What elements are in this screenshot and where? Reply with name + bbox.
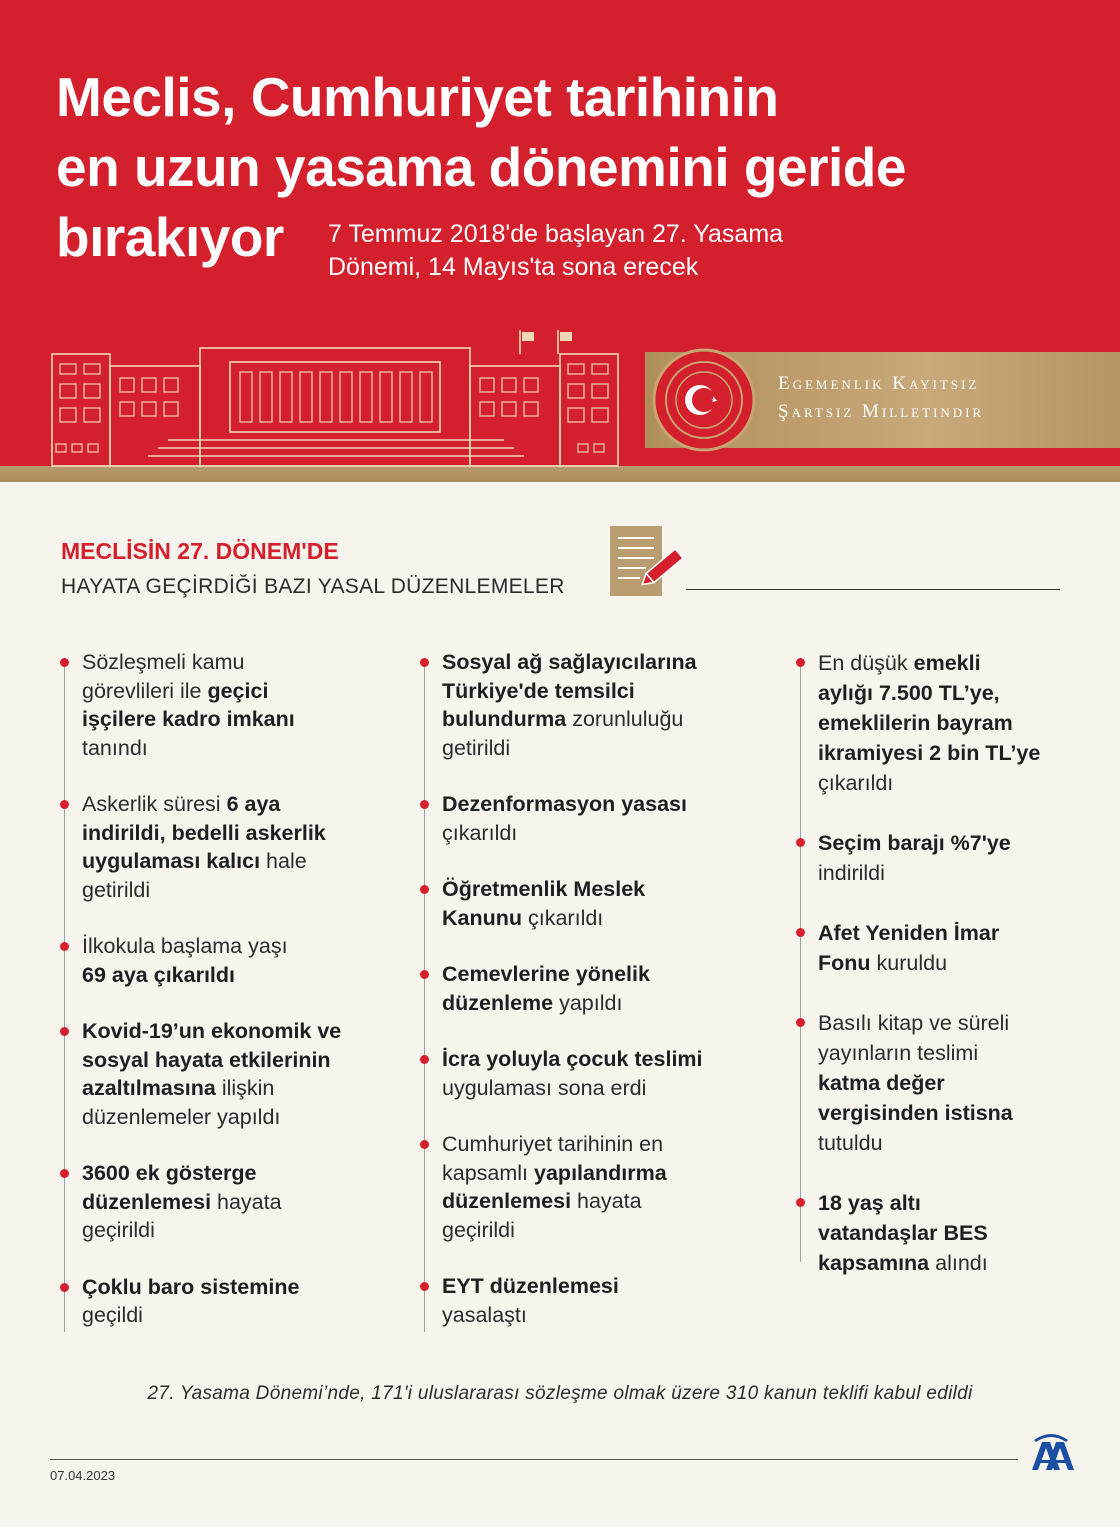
motto-line-2: Şartsız Milletindir (778, 401, 985, 422)
publish-date: 07.04.2023 (50, 1468, 116, 1483)
tbmm-seal-icon (652, 348, 756, 452)
list-item: EYT düzenlemesi yasalaştı (420, 1272, 740, 1329)
list-item: Cemevlerine yönelik düzenleme yapıldı (420, 960, 740, 1017)
column-3 (796, 648, 1076, 1278)
list-item: Öğretmenlik Meslek Kanunu çıkarıldı (420, 875, 740, 932)
title-line-3: bırakıyor (56, 206, 284, 268)
list-item: Afet Yeniden İmar Fonu kuruldu (796, 918, 1076, 978)
list-item: İcra yoluyla çocuk teslimi uygulaması sona erdi (420, 1045, 740, 1102)
list-item: Basılı kitap ve süreli yayınların teslimi katma değer vergisinden istisna tutuldu (796, 1008, 1076, 1158)
parliament-building-icon (48, 322, 624, 470)
list-item: Seçim barajı %7'ye indirildi (796, 828, 1076, 888)
footer-divider (50, 1459, 1018, 1460)
list-item: Çoklu baro sistemine geçildi (60, 1273, 370, 1330)
list-item: 3600 ek gösterge düzenlemesi hayata geçirildi (60, 1159, 370, 1245)
subtitle-line-2: Dönemi, 14 Mayıs'ta sona erecek (328, 253, 699, 281)
motto-line-1: Egemenlik Kayıtsız (778, 373, 980, 394)
list-item: Sözleşmeli kamu görevlileri ile geçici işçilere kadro imkanı tanındı (60, 648, 370, 762)
footer-note: 27. Yasama Dönemi’nde, 171'i uluslararası sözleşme olmak üzere 310 kanun teklifi kabul edildi (147, 1383, 973, 1404)
column-1 (60, 648, 370, 1330)
list-item: İlkokula başlama yaşı 69 aya çıkarıldı (60, 932, 370, 989)
list-item: Cumhuriyet tarihinin en kapsamlı yapılandırma düzenlemesi hayata geçirildi (420, 1130, 740, 1244)
column-2 (420, 648, 740, 1329)
page-subtitle (328, 218, 848, 284)
section-divider (686, 589, 1060, 590)
aa-logo-icon (1028, 1432, 1074, 1472)
list-item: Kovid-19’un ekonomik ve sosyal hayata etkilerinin azaltılmasına ilişkin düzenlemeler yapıldı (60, 1017, 370, 1131)
list-item: En düşük emekli aylığı 7.500 TL’ye, emeklilerin bayram ikramiyesi 2 bin TL’ye çıkarıldı (796, 648, 1076, 798)
section-title: MECLİSİN 27. DÖNEM'DE (61, 538, 339, 564)
subtitle-line-1: 7 Temmuz 2018'de başlayan 27. Yasama (328, 220, 784, 248)
section-subtitle: HAYATA GEÇİRDİĞİ BAZI YASAL DÜZENLEMELER (61, 575, 565, 598)
title-line-2: en uzun yasama dönemini geride (56, 136, 906, 198)
title-line-1: Meclis, Cumhuriyet tarihinin (56, 66, 779, 128)
motto-text (778, 370, 1108, 426)
list-item: Askerlik süresi 6 aya indirildi, bedelli askerlik uygulaması kalıcı hale getirildi (60, 790, 370, 904)
document-pen-icon (610, 526, 688, 596)
list-item: Sosyal ağ sağlayıcılarına Türkiye'de temsilci bulundurma zorunluluğu getirildi (420, 648, 740, 762)
list-item: Dezenformasyon yasası çıkarıldı (420, 790, 740, 847)
list-item: 18 yaş altı vatandaşlar BES kapsamına alındı (796, 1188, 1076, 1278)
